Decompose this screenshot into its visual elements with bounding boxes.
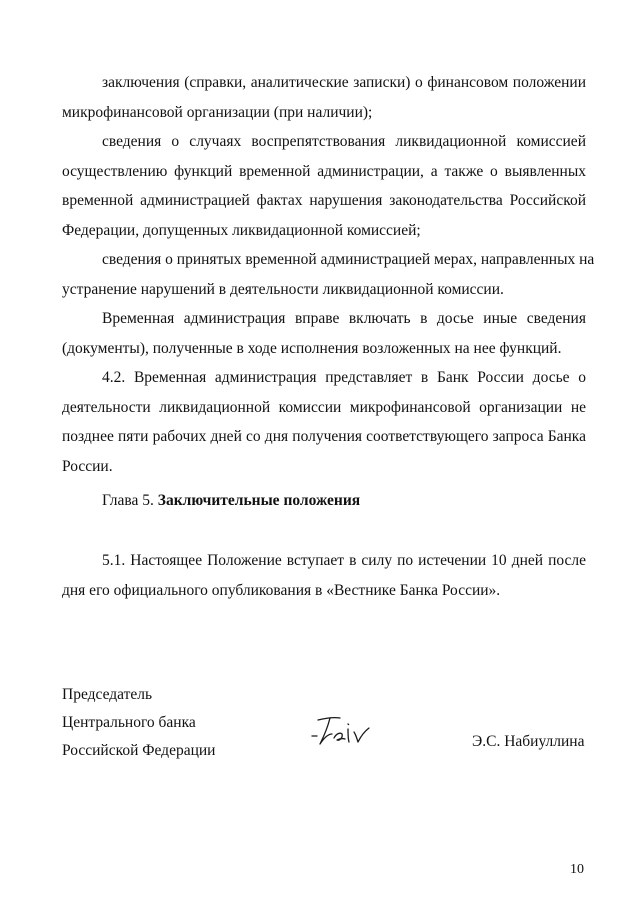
handwritten-signature bbox=[308, 712, 406, 752]
page-number: 10 bbox=[570, 862, 584, 877]
paragraph-1-line-1: заключения (справки, аналитические записки) о финансовом положении bbox=[102, 74, 586, 91]
paragraph-5-line-3: позднее пяти рабочих дней со дня получения соответствующего запроса Банка bbox=[62, 428, 586, 445]
position-line-2: Центрального банка bbox=[62, 714, 196, 731]
chapter-title: Заключительные положения bbox=[157, 492, 361, 509]
paragraph-4-line-2: (документы), полученные в ходе исполнения возложенных на нее функций. bbox=[62, 339, 562, 357]
paragraph-2-line-1: сведения о случаях воспрепятствования ликвидационной комиссией bbox=[102, 133, 586, 150]
chapter-prefix: Глава 5. bbox=[102, 492, 158, 509]
chapter-heading bbox=[102, 492, 360, 510]
paragraph-5-line-4: России. bbox=[62, 457, 113, 475]
paragraph-4-line-1: Временная администрация вправе включать в досье иные сведения bbox=[102, 310, 586, 327]
paragraph-1-line-2: микрофинансовой организации (при наличии); bbox=[62, 103, 373, 121]
signer-name: Э.С. Набиуллина bbox=[472, 733, 585, 750]
final-provisions-text bbox=[62, 546, 586, 605]
paragraph-3-line-1: сведения о принятых временной администрацией мерах, направленных на bbox=[102, 251, 595, 268]
position-line-3: Российской Федерации bbox=[62, 742, 216, 759]
paragraph-5-line-1: 4.2. Временная администрация представляет в Банк России досье о bbox=[102, 369, 586, 386]
paragraph-3-line-2: устранение нарушений в деятельности ликвидационной комиссии. bbox=[62, 280, 504, 298]
paragraph-2-line-3: временной администрацией фактах нарушения законодательства Российской bbox=[62, 192, 586, 209]
body-text bbox=[62, 68, 595, 481]
paragraph-2-line-4: Федерации, допущенных ликвидационной комиссией; bbox=[62, 221, 421, 239]
signatory-position bbox=[62, 681, 215, 765]
paragraph-5-line-2: деятельности ликвидационной комиссии микрофинансовой организации не bbox=[62, 398, 586, 416]
final-paragraph-line-2: дня его официального опубликования в «Вестнике Банка России». bbox=[62, 581, 501, 599]
paragraph-2-line-2: осуществлению функций временной администрации, а также о выявленных bbox=[62, 162, 586, 180]
final-paragraph-line-1: 5.1. Настоящее Положение вступает в силу по истечении 10 дней после bbox=[102, 552, 586, 569]
position-line-1: Председатель bbox=[62, 686, 153, 703]
